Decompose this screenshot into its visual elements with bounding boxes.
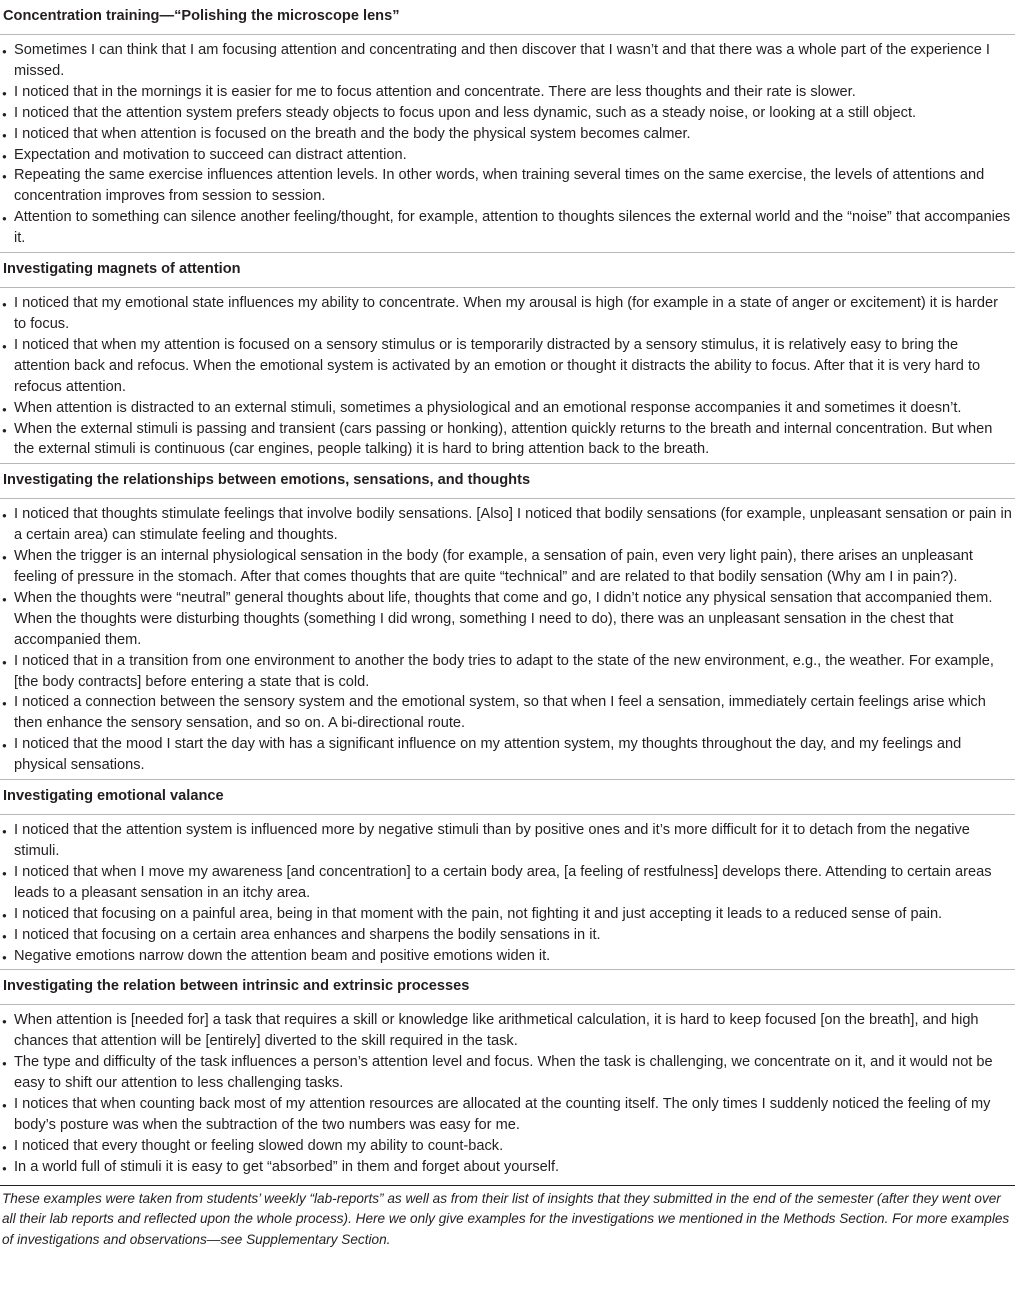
table-section	[0, 463, 1015, 779]
list-item	[0, 1157, 1015, 1178]
list-item	[0, 293, 1015, 335]
observation-list	[0, 815, 1015, 969]
bullet-icon: ●	[2, 130, 7, 140]
list-item-text: Attention to something can silence another feeling/thought, for example, attention to thoughts silences the external world and the “noise” that accompanies it.	[14, 209, 1011, 247]
bullet-icon: ●	[2, 404, 7, 414]
bullet-icon: ●	[2, 214, 7, 224]
list-item	[0, 165, 1015, 207]
section-heading: Concentration training—“Polishing the microscope lens”	[0, 0, 1015, 35]
bullet-icon: ●	[2, 741, 7, 751]
list-item-text: I noticed that focusing on a painful area, being in that moment with the pain, not fighting it and just accepting it leads to a reduced sense of pain.	[14, 905, 943, 922]
list-item-text: The type and difficulty of the task influences a person’s attention level and focus. When the task is challenging, we concentrate on it, and it would not be easy to shift our attention to less challenging tasks.	[14, 1054, 993, 1092]
list-item	[0, 862, 1015, 904]
section-heading: Investigating emotional valance	[0, 780, 1015, 815]
bullet-icon: ●	[2, 699, 7, 709]
bullet-icon: ●	[2, 657, 7, 667]
list-item-text: Sometimes I can think that I am focusing attention and concentrating and then discover that I wasn’t and that there was a whole part of the experience I missed.	[14, 42, 990, 79]
bullet-icon: ●	[2, 341, 7, 351]
observation-list	[0, 499, 1015, 779]
list-item-text: I noticed that my emotional state influences my ability to concentrate. When my arousal is high (for example in a state of anger or excitement) it is harder to focus.	[14, 295, 998, 332]
list-item	[0, 124, 1015, 145]
table-section	[0, 0, 1015, 252]
list-item-text: I noticed that focusing on a certain area enhances and sharpens the bodily sensations in it.	[14, 926, 601, 943]
list-item	[0, 145, 1015, 166]
list-item	[0, 925, 1015, 946]
list-item	[0, 398, 1015, 419]
list-item	[0, 946, 1015, 967]
bullet-icon: ●	[2, 47, 7, 56]
list-item-text: I noticed that thoughts stimulate feelings that involve bodily sensations. [Also] I noticed that bodily sensations (for example, unpleasant sensation or pain in a certain area) can stimulate feeling and thoughts.	[14, 506, 1012, 544]
list-item-text: I noticed that in the mornings it is easier for me to focus attention and concentrate. There are less thoughts and their rate is slower.	[14, 83, 856, 100]
list-item-text: When the external stimuli is passing and transient (cars passing or honking), attention quickly returns to the breath and internal concentration. But when the external stimuli is continuous (car engines, people talking) it is hard to bring attention back to the breath.	[14, 420, 993, 458]
list-item-text: I noticed that the mood I start the day with has a significant influence on my attention system, my thoughts throughout the day, and my feelings and physical sensations.	[14, 736, 962, 774]
list-item	[0, 419, 1015, 461]
list-item	[0, 1094, 1015, 1136]
bullet-icon: ●	[2, 952, 7, 962]
list-item	[0, 82, 1015, 103]
list-item	[0, 335, 1015, 398]
list-item-text: I noticed that when my attention is focused on a sensory stimulus or is temporarily distracted by a sensory stimulus, it is relatively easy to bring the attention back and refocus. When the emotional system is activated by an emotion or thought it distracts the ability to focus. After that it is very hard to refocus attention.	[14, 336, 981, 395]
list-item-text: When the trigger is an internal physiological sensation in the body (for example, a sensation of pain, even very light pain), there arises an unpleasant feeling of pressure in the stomach. After that comes thoughts that are quite “technical” and are related to that bodily sensation (Why am I in pain?).	[14, 548, 973, 586]
list-item-text: In a world full of stimuli it is easy to get “absorbed” in them and forget about yourself.	[14, 1158, 560, 1175]
bullet-icon: ●	[2, 300, 7, 310]
list-item-text: I noticed a connection between the sensory system and the emotional system, so that when I feel a sensation, immediately certain feelings arise which then enhance the sensory sensation, and so on. A bi-directional route.	[14, 694, 986, 732]
list-item	[0, 734, 1015, 776]
list-item-text: When attention is distracted to an external stimuli, sometimes a physiological and an emotional response accompanies it and sometimes it doesn’t.	[14, 399, 962, 416]
list-item-text: I notices that when counting back most of my attention resources are allocated at the counting itself. The only times I suddenly noticed the feeling of my body’s posture was when the subtraction of the two numbers was easy for me.	[14, 1096, 991, 1133]
section-heading: Investigating the relationships between emotions, sensations, and thoughts	[0, 464, 1015, 499]
observation-list	[0, 288, 1015, 463]
bullet-icon: ●	[2, 1017, 7, 1027]
bullet-icon: ●	[2, 511, 7, 521]
bullet-icon: ●	[2, 1101, 7, 1111]
section-heading: Investigating the relation between intrinsic and extrinsic processes	[0, 970, 1015, 1005]
list-item	[0, 207, 1015, 249]
list-item-text: Negative emotions narrow down the attention beam and positive emotions widen it.	[14, 947, 551, 964]
bullet-icon: ●	[2, 1142, 7, 1152]
bullet-icon: ●	[2, 1059, 7, 1069]
section-heading: Investigating magnets of attention	[0, 253, 1015, 288]
list-item	[0, 504, 1015, 546]
list-item-text: Expectation and motivation to succeed can distract attention.	[14, 146, 407, 163]
list-item-text: Repeating the same exercise influences attention levels. In other words, when training several times on the same exercise, the levels of attentions and concentration improves from session to session.	[14, 167, 985, 205]
list-item	[0, 1136, 1015, 1157]
table-section	[0, 969, 1015, 1180]
list-item	[0, 820, 1015, 862]
bullet-icon: ●	[2, 910, 7, 920]
bullet-icon: ●	[2, 827, 7, 837]
bullet-icon: ●	[2, 172, 7, 182]
list-item	[0, 1010, 1015, 1052]
observation-list	[0, 1005, 1015, 1180]
bullet-icon: ●	[2, 868, 7, 878]
list-item	[0, 588, 1015, 651]
table-section	[0, 779, 1015, 969]
list-item-text: I noticed that in a transition from one environment to another the body tries to adapt to the state of the new environment, e.g., the weather. For example, [the body contracts] before entering a state that is cold.	[14, 652, 994, 690]
bullet-icon: ●	[2, 931, 7, 941]
table-section	[0, 252, 1015, 463]
list-item	[0, 546, 1015, 588]
list-item	[0, 651, 1015, 693]
list-item-text: I noticed that the attention system is influenced more by negative stimuli than by positive ones and it’s more difficult for it to detach from the negative stimuli.	[14, 822, 970, 859]
list-item-text: I noticed that when attention is focused on the breath and the body the physical system becomes calmer.	[14, 125, 691, 142]
bullet-icon: ●	[2, 594, 7, 604]
list-item-text: When the thoughts were “neutral” general thoughts about life, thoughts that come and go, I didn’t notice any physical sensation that accompanied them. When the thoughts were disturbing thoughts (something I did wrong, something I need to do), there was an unpleasant sensation in the chest that accompanied them.	[14, 589, 993, 648]
list-item	[0, 692, 1015, 734]
list-item-text: I noticed that when I move my awareness [and concentration] to a certain body area, [a feeling of restfulness] develops there. Attending to certain areas leads to a pleasant sensation in an itchy area.	[14, 863, 992, 901]
list-item-text: When attention is [needed for] a task that requires a skill or knowledge like arithmetical calculation, it is hard to keep focused [on the breath], and high chances that attention will be [entirely] diverted to the skill required in the task.	[14, 1012, 979, 1050]
list-item	[0, 103, 1015, 124]
list-item	[0, 1052, 1015, 1094]
bullet-icon: ●	[2, 88, 7, 98]
list-item-text: I noticed that the attention system prefers steady objects to focus upon and less dynamic, such as a steady noise, or looking at a still object.	[14, 104, 917, 121]
bullet-icon: ●	[2, 109, 7, 119]
list-item	[0, 40, 1015, 82]
bullet-icon: ●	[2, 425, 7, 435]
bullet-icon: ●	[2, 151, 7, 161]
bullet-icon: ●	[2, 553, 7, 563]
observation-list	[0, 35, 1015, 252]
bullet-icon: ●	[2, 1163, 7, 1173]
list-item	[0, 904, 1015, 925]
table-footnote: These examples were taken from students’ weekly “lab-reports” as well as from their list of insights that they submitted in the end of the semester (after they went over all their lab reports and reflected upon the whole process). Here we only give examples for the investigations we mentioned in the Methods Section. For more examples of investigations and observations—see Supplementary Section.	[0, 1185, 1015, 1251]
list-item-text: I noticed that every thought or feeling slowed down my ability to count-back.	[14, 1137, 504, 1154]
